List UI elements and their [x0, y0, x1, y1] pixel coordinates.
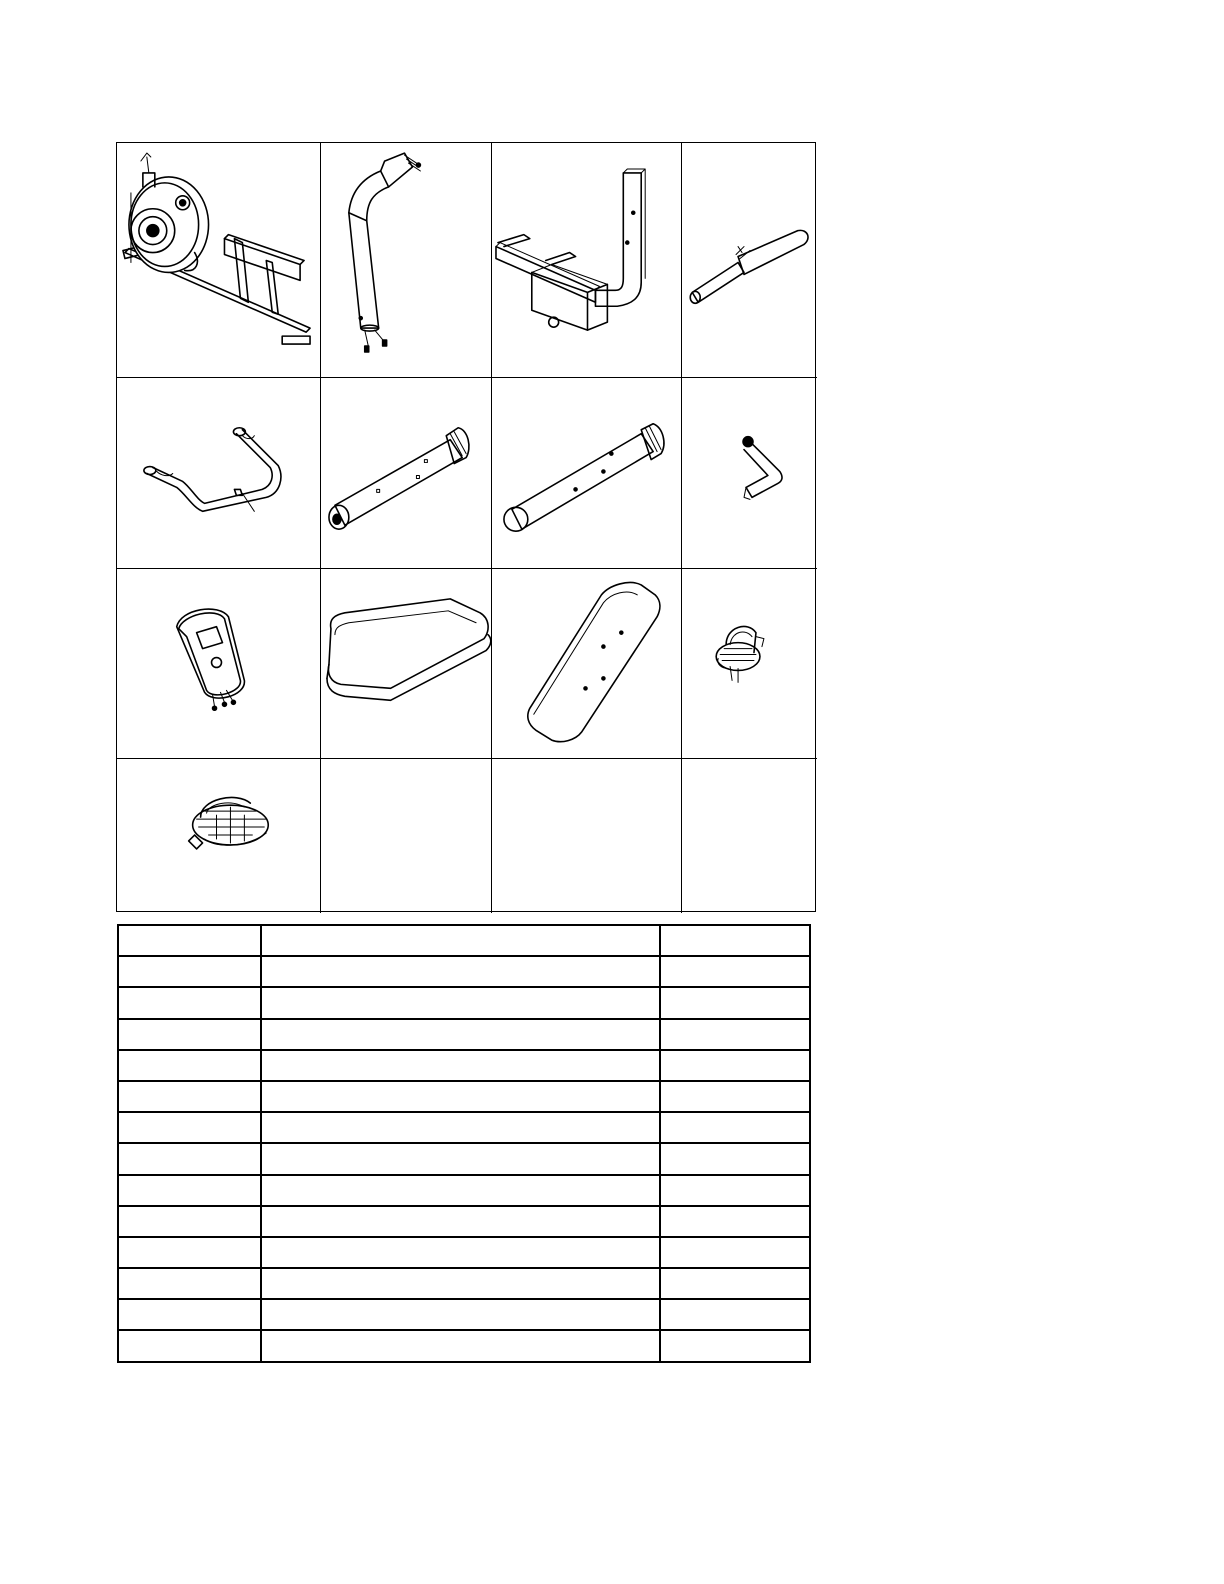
- table-cell-qty: [660, 987, 810, 1018]
- part-cell-side-handle: [682, 143, 817, 378]
- table-cell-description: [261, 1299, 660, 1330]
- seat-cushion-icon: [321, 569, 491, 758]
- part-cell-empty: [682, 759, 817, 913]
- table-row: [118, 1081, 810, 1112]
- table-cell-qty: [660, 1081, 810, 1112]
- part-cell-right-pedal: [682, 569, 817, 759]
- table-cell-description: [261, 1175, 660, 1206]
- table-row: [118, 987, 810, 1018]
- parts-image-grid: [116, 142, 816, 912]
- table-cell-part-no: [118, 1081, 261, 1112]
- part-cell-front-stabilizer: [321, 378, 492, 569]
- part-cell-left-pedal: [117, 759, 321, 913]
- table-cell-qty: [660, 1330, 810, 1361]
- console-icon: [117, 569, 320, 758]
- part-cell-seat-frame: [492, 143, 682, 378]
- table-cell-part-no: [118, 1268, 261, 1299]
- table-cell-description: [261, 925, 660, 956]
- table-row: [118, 1050, 810, 1081]
- table-cell-description: [261, 1206, 660, 1237]
- table-row: [118, 1112, 810, 1143]
- left-pedal-icon: [117, 759, 320, 913]
- part-cell-console: [117, 569, 321, 759]
- part-cell-empty: [492, 759, 682, 913]
- table-cell-qty: [660, 956, 810, 987]
- table-cell-description: [261, 1330, 660, 1361]
- seat-frame-icon: [492, 143, 681, 377]
- table-cell-part-no: [118, 956, 261, 987]
- table-cell-qty: [660, 1299, 810, 1330]
- table-cell-description: [261, 956, 660, 987]
- table-cell-part-no: [118, 987, 261, 1018]
- table-cell-qty: [660, 1019, 810, 1050]
- table-cell-part-no: [118, 1050, 261, 1081]
- handlebar-post-icon: [321, 143, 491, 377]
- part-cell-seat-cushion: [321, 569, 492, 759]
- part-cell-adjustment-knob: [682, 378, 817, 569]
- part-cell-front-handlebar: [117, 378, 321, 569]
- table-cell-description: [261, 1112, 660, 1143]
- table-cell-part-no: [118, 1175, 261, 1206]
- table-cell-description: [261, 1237, 660, 1268]
- table-cell-qty: [660, 925, 810, 956]
- part-cell-handlebar-post: [321, 143, 492, 378]
- table-cell-part-no: [118, 1112, 261, 1143]
- table-row: [118, 1237, 810, 1268]
- table-cell-part-no: [118, 1299, 261, 1330]
- table-cell-qty: [660, 1143, 810, 1174]
- table-row: [118, 1206, 810, 1237]
- table-cell-description: [261, 1050, 660, 1081]
- table-cell-qty: [660, 1268, 810, 1299]
- table-cell-part-no: [118, 1019, 261, 1050]
- table-row: [118, 1175, 810, 1206]
- adjustment-knob-icon: [682, 378, 817, 568]
- table-row: [118, 956, 810, 987]
- right-pedal-icon: [682, 569, 817, 758]
- table-cell-description: [261, 987, 660, 1018]
- front-stabilizer-icon: [321, 378, 491, 568]
- table-cell-part-no: [118, 1330, 261, 1361]
- parts-list-table: [117, 924, 811, 1363]
- table-cell-description: [261, 1081, 660, 1112]
- table-cell-qty: [660, 1175, 810, 1206]
- table-cell-qty: [660, 1237, 810, 1268]
- front-handlebar-icon: [117, 378, 320, 568]
- part-cell-main-frame: [117, 143, 321, 378]
- main-frame-with-flywheel-icon: [117, 143, 320, 377]
- table-row: [118, 1268, 810, 1299]
- table-cell-description: [261, 1019, 660, 1050]
- table-cell-description: [261, 1268, 660, 1299]
- backrest-icon: [492, 569, 681, 758]
- table-cell-part-no: [118, 925, 261, 956]
- table-cell-part-no: [118, 1237, 261, 1268]
- parts-table-body: [118, 925, 810, 1362]
- side-handle-icon: [682, 143, 817, 377]
- table-row: [118, 1330, 810, 1361]
- table-row: [118, 1019, 810, 1050]
- rear-stabilizer-icon: [492, 378, 681, 568]
- part-cell-empty: [321, 759, 492, 913]
- table-cell-qty: [660, 1206, 810, 1237]
- table-cell-qty: [660, 1050, 810, 1081]
- part-cell-backrest: [492, 569, 682, 759]
- part-cell-rear-stabilizer: [492, 378, 682, 569]
- table-row: [118, 925, 810, 956]
- table-cell-qty: [660, 1112, 810, 1143]
- table-cell-part-no: [118, 1143, 261, 1174]
- table-row: [118, 1299, 810, 1330]
- table-cell-part-no: [118, 1206, 261, 1237]
- table-cell-description: [261, 1143, 660, 1174]
- table-row: [118, 1143, 810, 1174]
